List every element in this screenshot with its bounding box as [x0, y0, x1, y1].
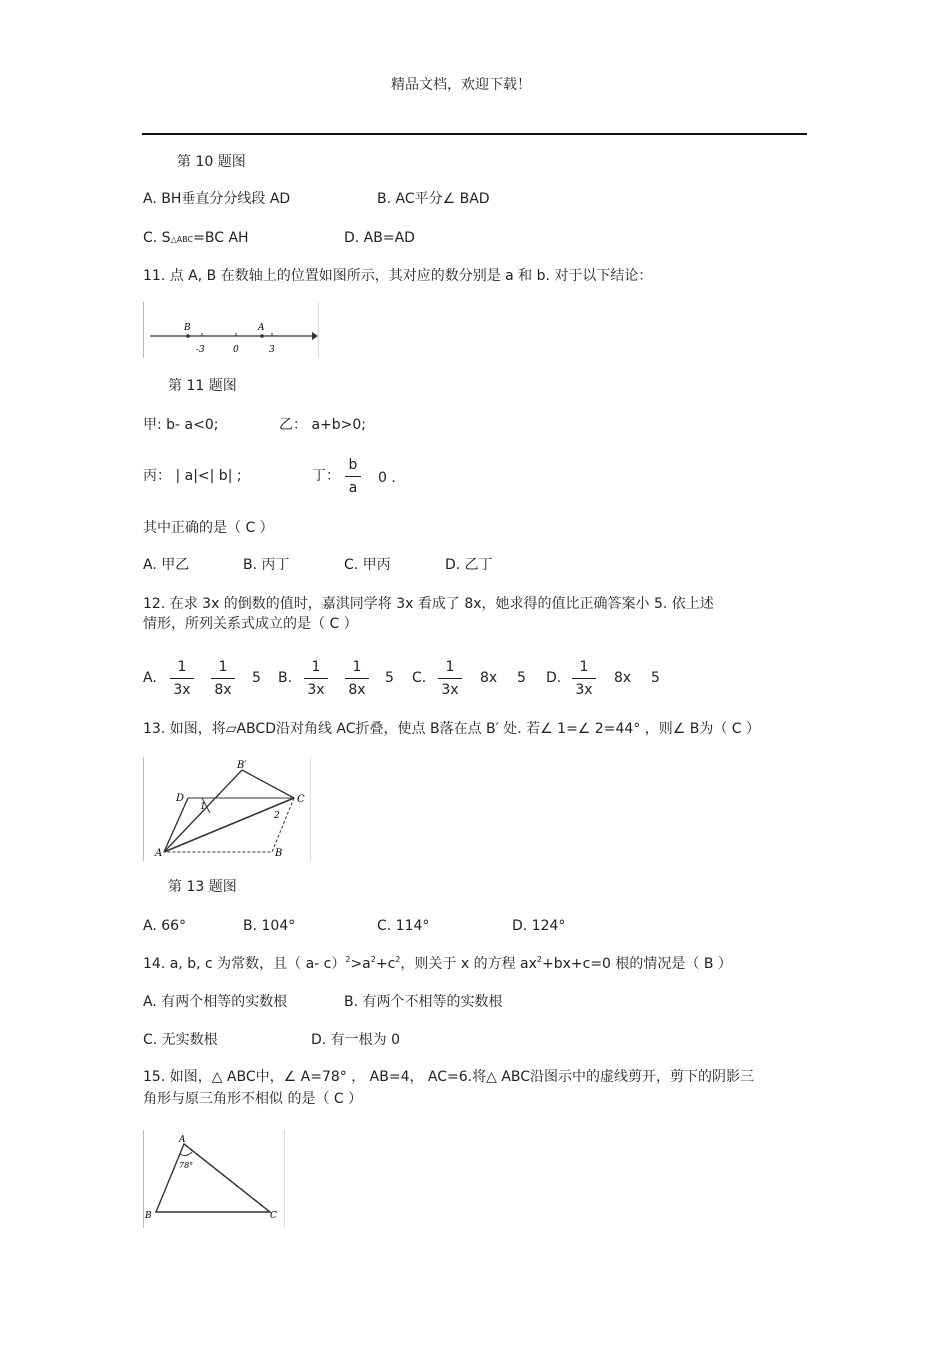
q14-stem-part4: ，则关于 x 的方程 ax: [400, 956, 537, 972]
label-c: C: [297, 794, 305, 805]
q14-sup2: 2: [370, 955, 376, 964]
fraction-bar: [304, 678, 328, 679]
q15-stem-line1: 15. 如图，△ ABC中，∠ A=78° ， AB=4， AC=6.将△ ABC沿图示中的虚线剪开，剪下的阴影三: [143, 1069, 755, 1085]
label-b: B: [275, 848, 283, 859]
q14-option-a: A. 有两个相等的实数根: [143, 994, 288, 1010]
denominator: 8x: [348, 682, 366, 698]
parallelogram-svg: [144, 757, 310, 861]
numerator: 1: [218, 659, 228, 675]
fraction-bar: [345, 678, 369, 679]
label-angle-78: 78°: [179, 1161, 194, 1170]
numerator: 1: [177, 659, 187, 675]
q11-stem: 11. 点 A, B 在数轴上的位置如图所示，其对应的数分别是 a 和 b. 对于以下结论：: [143, 268, 653, 284]
q10-option-c-sub: △ABC: [170, 235, 194, 244]
q12-a-frac2: [211, 657, 235, 700]
tick-neg3: -3: [196, 345, 205, 355]
q12-option-c-label: C.: [412, 670, 427, 686]
q11-option-b: B. 丙丁: [243, 557, 290, 573]
fraction-denominator: a: [348, 480, 358, 496]
q14-option-b: B. 有两个不相等的实数根: [344, 994, 503, 1010]
q12-d-five: 5: [651, 670, 660, 686]
q12-option-d-label: D.: [546, 670, 562, 686]
q13-stem: 13. 如图，将▱ABCD沿对角线 AC折叠，使点 B落在点 B′ 处. 若∠ 1=∠ 2=44° ，则∠ B为（ C ）: [143, 721, 760, 737]
denominator: 3x: [307, 682, 325, 698]
q11-option-d: D. 乙丁: [445, 557, 493, 573]
q11-statement-bing: 丙： | a|<| b| ;: [143, 468, 242, 484]
q14-stem-part5: +bx+c=0 根的情况是（ B ）: [541, 956, 732, 972]
q11-ding-tail: 0 .: [378, 470, 396, 486]
q12-b-frac1: [304, 657, 328, 700]
fraction-bar: [572, 678, 596, 679]
q12-a-frac1: [170, 657, 194, 700]
q10-option-c-pre: C. S: [143, 230, 171, 246]
q12-a-five: 5: [252, 670, 261, 686]
fig10-caption: 第 10 题图: [177, 154, 246, 170]
point-b: [186, 334, 190, 338]
page-header: 精品文档，欢迎下载！: [391, 77, 531, 93]
q12-option-b-label: B.: [278, 670, 293, 686]
q14-sup4: 2: [536, 955, 542, 964]
q11-statement-ding: 丁：: [312, 468, 340, 484]
label-b-prime: B′: [237, 760, 247, 771]
numerator: 1: [352, 659, 362, 675]
q12-stem-line2: 情形，所列关系式成立的是（ C ）: [143, 616, 358, 632]
q10-option-a: A. BH垂直分分线段 AD: [143, 191, 291, 207]
q10-option-d: D. AB=AD: [344, 230, 415, 246]
q13-option-c: C. 114°: [377, 918, 430, 934]
denominator: 3x: [441, 682, 459, 698]
q10-option-c-post: =BC AH: [193, 230, 249, 246]
q14-stem-part3: +c: [375, 956, 396, 972]
q12-d-8x: 8x: [614, 670, 632, 686]
q14-stem: [143, 955, 732, 973]
label-a: A: [179, 1135, 186, 1145]
q15-stem-line2: 角形与原三角形不相似 的是（ C ）: [143, 1091, 363, 1107]
q12-b-five: 5: [385, 670, 394, 686]
q14-stem-part1: 14. a, b, c 为常数，且（ a- c）: [143, 956, 346, 972]
label-a: A: [155, 848, 163, 859]
fraction-bar: [438, 678, 462, 679]
q12-b-frac2: [345, 657, 369, 700]
fraction-bar: [211, 678, 235, 679]
q10-option-c: [143, 229, 249, 249]
q12-stem-line1: 12. 在求 3x 的倒数的值时，嘉淇同学将 3x 看成了 8x，她求得的值比正确答案小 5. 依上述: [143, 596, 714, 612]
q12-c-frac: [438, 657, 462, 700]
fraction-bar: [345, 476, 361, 477]
fig11-caption: 第 11 题图: [168, 378, 237, 394]
numerator: 1: [579, 659, 589, 675]
header-divider: [142, 133, 807, 135]
point-a: [260, 334, 264, 338]
label-d: D: [176, 793, 185, 804]
triangle-svg: [144, 1130, 284, 1228]
q14-sup3: 2: [395, 955, 401, 964]
denominator: 3x: [575, 682, 593, 698]
q13-parallelogram-figure: [143, 757, 311, 861]
q13-option-d: D. 124°: [512, 918, 566, 934]
q11-answer: 其中正确的是（ C ）: [143, 520, 274, 536]
q11-option-c: C. 甲丙: [344, 557, 391, 573]
q14-sup1: 2: [345, 955, 351, 964]
q11-option-a: A. 甲乙: [143, 557, 190, 573]
fraction-numerator: b: [348, 457, 358, 473]
numerator: 1: [311, 659, 321, 675]
q12-d-frac: [572, 657, 596, 700]
numerator: 1: [445, 659, 455, 675]
q13-option-a: A. 66°: [143, 918, 187, 934]
label-a: A: [258, 323, 265, 333]
tick-3: 3: [269, 345, 275, 355]
tick-0: 0: [233, 345, 239, 355]
q12-option-a-label: A.: [143, 670, 157, 686]
denominator: 8x: [214, 682, 232, 698]
q14-stem-part2: >a: [350, 956, 371, 972]
label-b: B: [145, 1211, 152, 1221]
label-angle1: 1: [200, 802, 206, 812]
label-b: B: [184, 323, 191, 333]
label-c: C: [270, 1211, 277, 1221]
fraction-bar: [170, 678, 194, 679]
q14-option-d: D. 有一根为 0: [311, 1032, 401, 1048]
q11-ding-fraction: [345, 455, 361, 498]
q12-c-8x: 8x: [480, 670, 498, 686]
q14-option-c: C. 无实数根: [143, 1032, 218, 1048]
label-angle2: 2: [274, 811, 280, 821]
fig13-caption: 第 13 题图: [168, 879, 237, 895]
number-line-svg: [144, 302, 318, 358]
q13-option-b: B. 104°: [243, 918, 296, 934]
q11-statement-jia: 甲: b- a<0;: [143, 417, 219, 433]
q11-number-line-figure: [143, 302, 319, 358]
q10-option-b: B. AC平分∠ BAD: [377, 191, 490, 207]
q12-c-five: 5: [517, 670, 526, 686]
denominator: 3x: [173, 682, 191, 698]
q11-statement-yi: 乙： a+b>0;: [279, 417, 367, 433]
q15-triangle-figure: [143, 1130, 285, 1228]
